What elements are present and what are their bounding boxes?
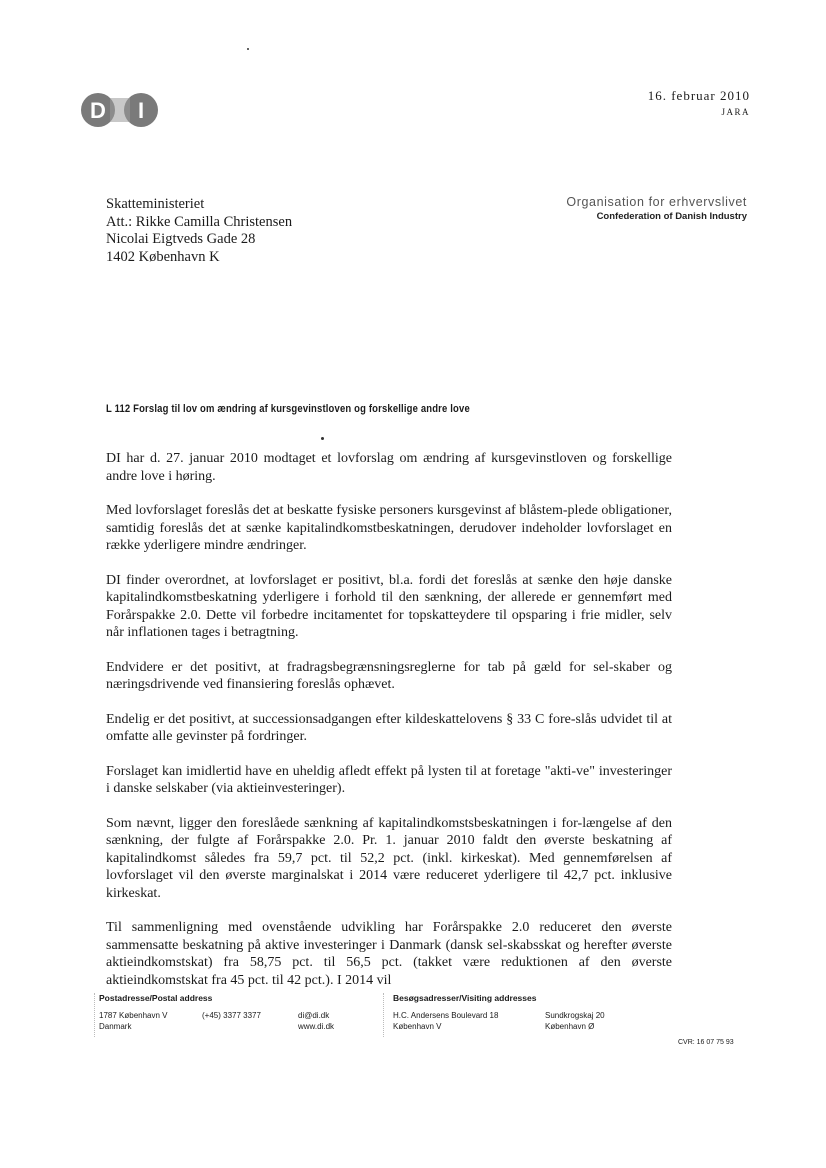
body-paragraph: Forslaget kan imidlertid have en uheldig afledt effekt på lysten til at foretage "akti-ve" investeringer i danske selskaber (via aktieinvesteringer). [106,763,672,796]
visiting-heading: Besøgsadresser/Visiting addresses [393,993,537,1003]
organisation-tagline [500,195,747,222]
postal-address [99,1011,168,1032]
body-paragraph: Endvidere er det positivt, at fradragsbegrænsningsreglerne for tab på gæld for sel-skaber og næringsdrivende ved finansiering foreslås ophævet. [106,659,672,692]
di-logo-mark [80,92,166,128]
letter-subject: L 112 Forslag til lov om ændring af kursgevinstloven og forskellige andre love [106,403,470,415]
letter-date: 16. februar 2010 [647,88,750,103]
recipient-line: Skatteministeriet [106,196,205,212]
recipient-line: Nicolai Eigtveds Gade 28 [106,231,256,247]
body-paragraph: Endelig er det positivt, at successionsadgangen efter kildeskattelovens § 33 C fore-slås udvidet til at omfatte alle gevinster på fordringer. [106,711,672,744]
scan-speck [321,437,324,440]
recipient-line: 1402 København K [106,248,220,265]
footer-contact [298,1011,334,1032]
letter-footer [0,991,826,1051]
organisation-danish: Organisation for erhvervslivet [566,195,747,209]
svg-text:I: I [137,98,145,123]
footer-web: www.di.dk [298,1021,335,1031]
footer-phone: (+45) 3377 3377 [202,1011,261,1020]
footer-divider [383,993,385,1037]
visit1-street: H.C. Andersens Boulevard 18 [393,1011,499,1020]
recipient-line: Att.: Rikke Camilla Christensen [106,213,293,230]
body-paragraph: Til sammenligning med ovenstående udvikling har Forårspakke 2.0 reduceret den øverste sammensatte beskatning på aktive investeringer i Danmark (dansk sel-skabsskat og herefter øverste aktieindkomstskat) fra 58,75 pct. til 56,5 pct. (takket være reduktionen af den øverste aktieindkomstskat fra 45 pct. til 42 pct.). I 2014 vil [106,920,672,988]
footer-cvr: CVR: 16 07 75 93 [678,1039,734,1046]
postal-country: Danmark [99,1021,132,1031]
body-paragraph: DI har d. 27. januar 2010 modtaget et lovforslag om ændring af kursgevinstloven og forskellige andre love i høring. [106,451,672,484]
body-paragraph: Som nævnt, ligger den foreslåede sænkning af kapitalindkomstsbeskatningen i for-længelse af den sænkning, der fulgte af Forårspakke 2.0. Pr. 1. januar 2010 faldt den øverste beskatning af kapitalindkomst således fra 59,7 pct. til 52,2 pct. (inkl. kirkeskat). Med gennemførelsen af lovforslaget vil den øverste marginalskat i 2014 være reduceret yderligere til 42,7 pct. inklusive kirkeskat. [106,815,672,901]
visit1-city: København V [393,1021,442,1031]
footer-email: di@di.dk [298,1011,330,1020]
sender-initials: JARA [721,107,750,117]
postal-city: 1787 København V [99,1011,168,1020]
di-logo [80,92,166,128]
recipient-address [106,196,292,266]
visit2-city: København Ø [545,1021,595,1031]
scan-speck [247,48,249,50]
postal-heading: Postadresse/Postal address [99,993,213,1003]
letter-body [106,450,672,1006]
organisation-english: Confederation of Danish Industry [596,211,747,222]
visiting-address-1 [393,1011,498,1032]
svg-text:D: D [90,98,106,123]
body-paragraph: DI finder overordnet, at lovforslaget er positivt, bl.a. fordi det foreslås at sænke den høje danske kapitalindkomstbeskatning yderligere i forhold til den sænkning, der allerede er gennemført med Forårspakke 2.0. Dette vil forbedre incitamentet for topskatteydere til opsparing i frie midler, selv når inflationen tages i betragtning. [106,572,672,640]
footer-divider [94,993,96,1037]
visiting-address-2 [545,1011,605,1032]
visit2-street: Sundkrogskaj 20 [545,1011,605,1020]
body-paragraph: Med lovforslaget foreslås det at beskatte fysiske personers kursgevinst af blåstem-plede obligationer, samtidig foreslås det at sænke kapitalindkomstbeskatningen, derudover indeholder lovforslaget en række yderligere mindre ændringer. [106,503,672,553]
